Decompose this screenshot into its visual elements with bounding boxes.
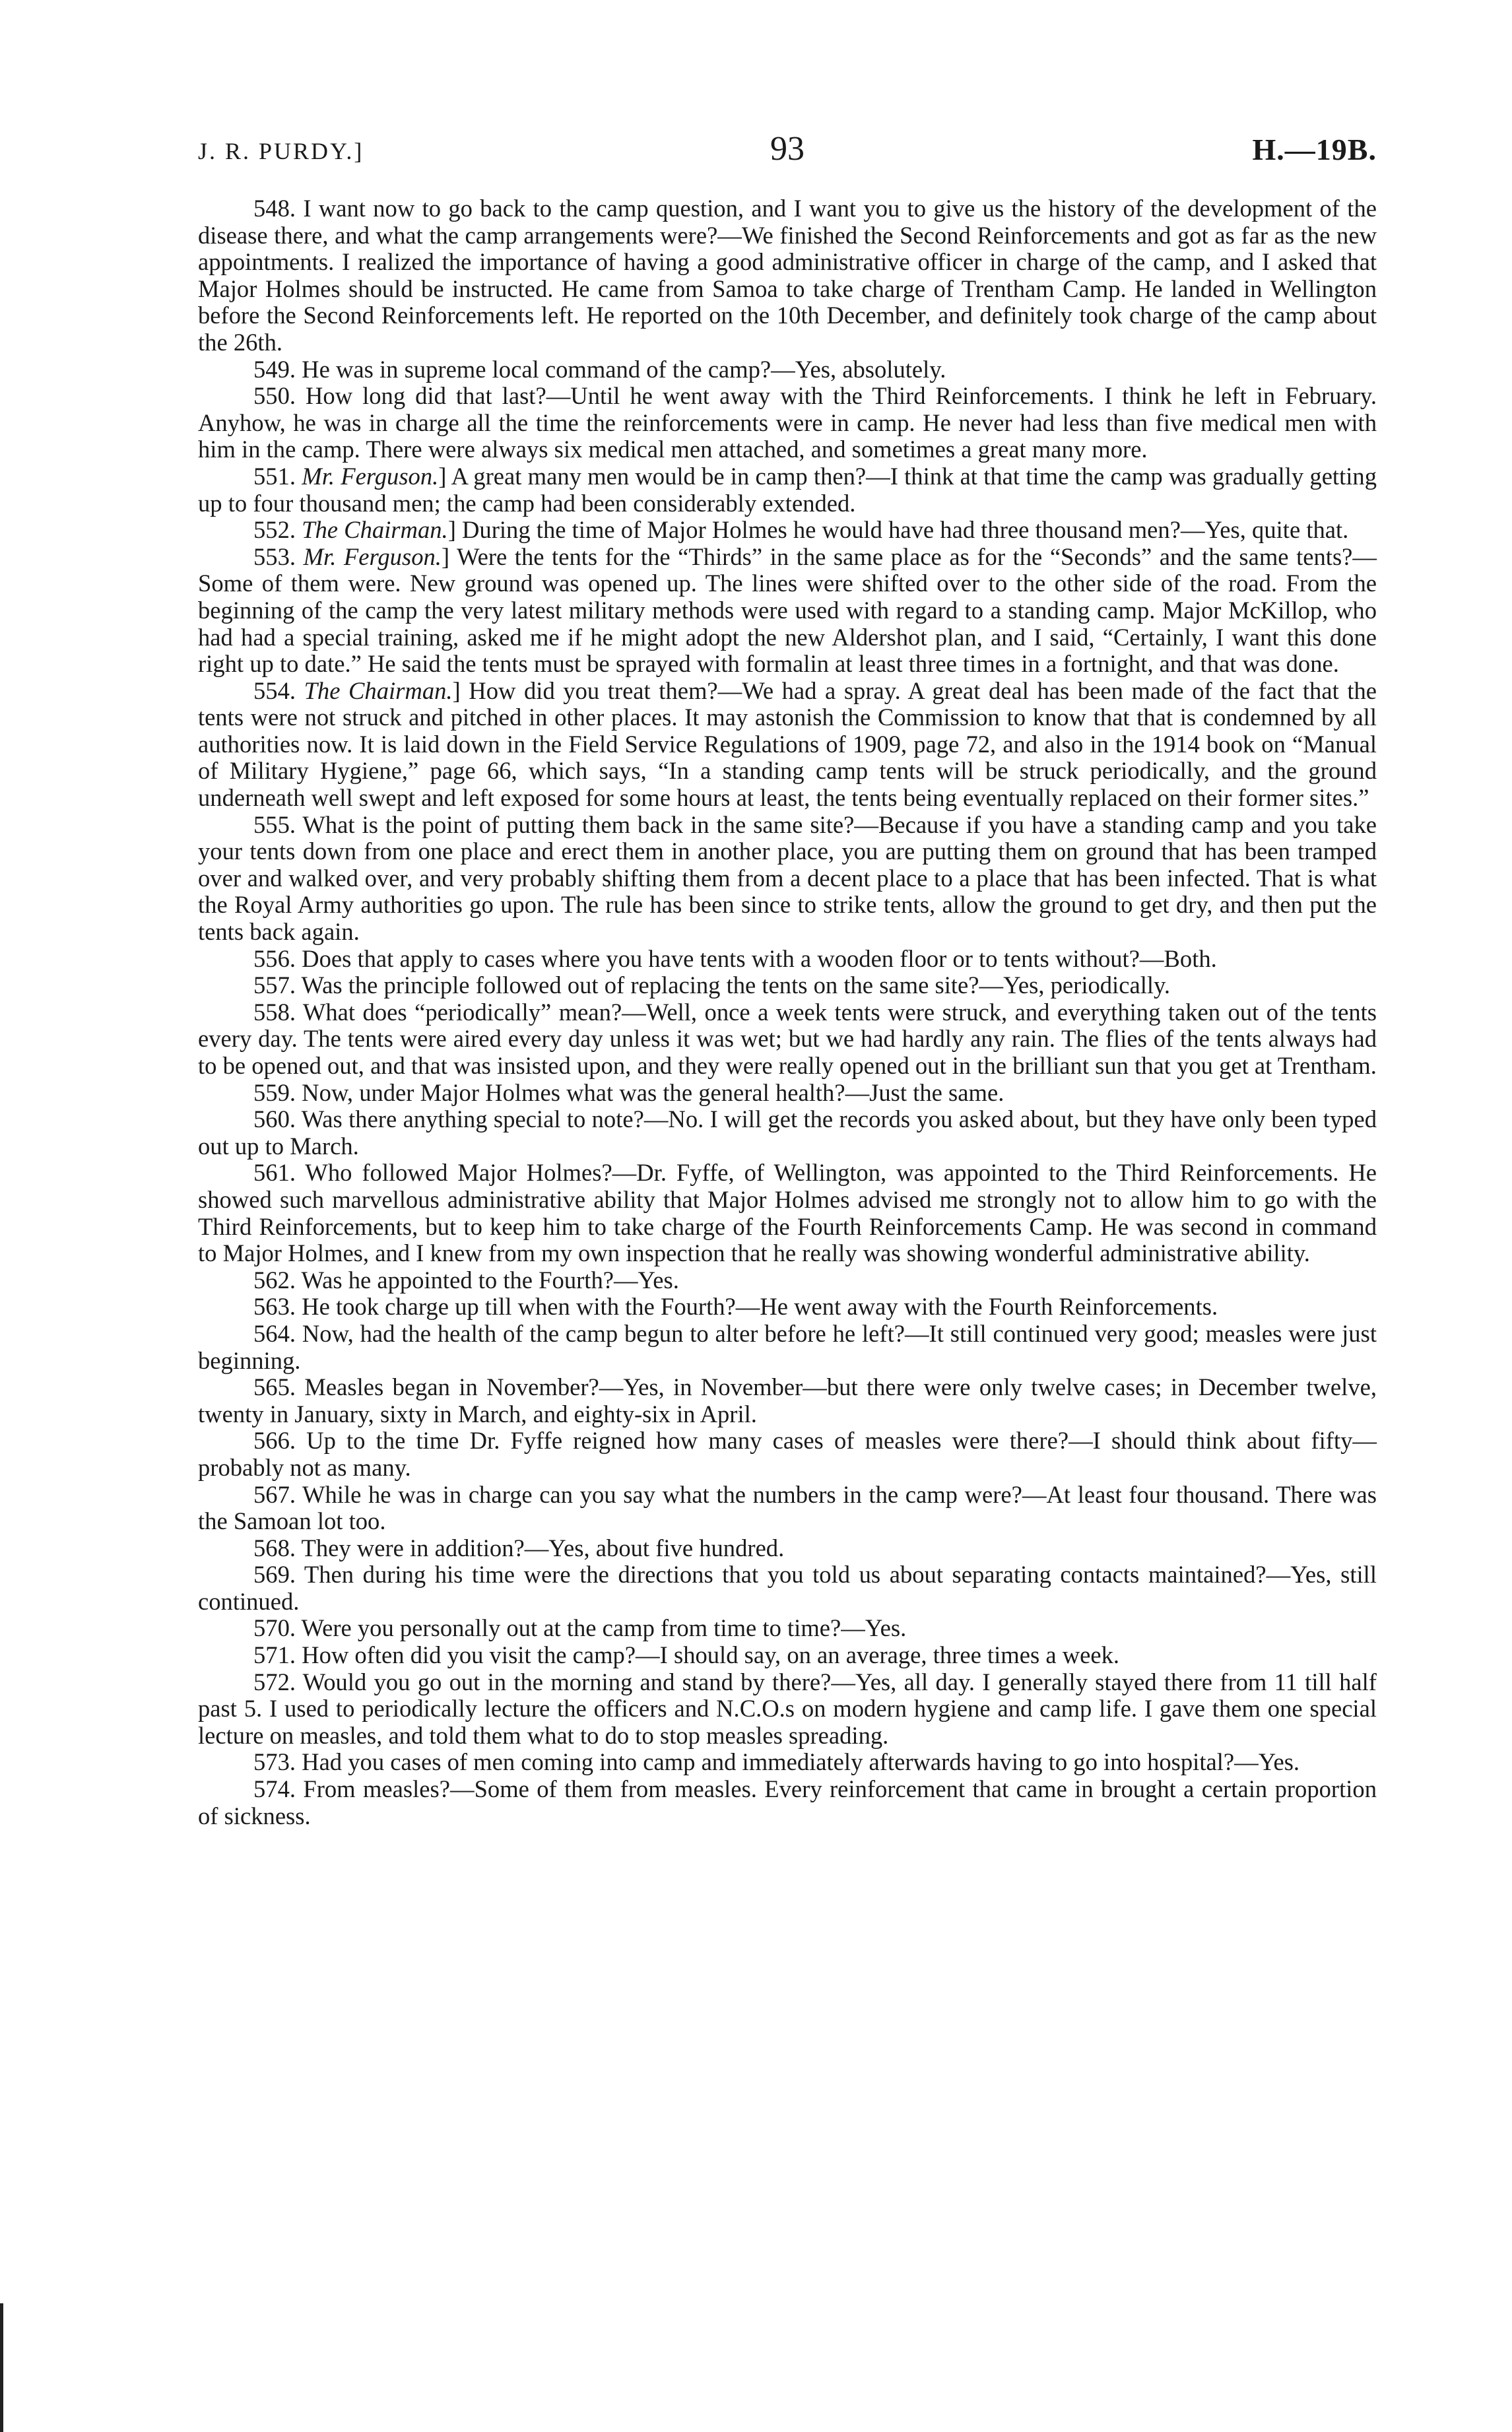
qa-paragraph: 556. Does that apply to cases where you have tents with a wooden floor or to tents without?—Both. [253, 944, 1217, 972]
qa-paragraph: 563. He took charge up till when with the Fourth?—He went away with the Fourth Reinforcements. [253, 1293, 1218, 1321]
qa-paragraph: 573. Had you cases of men coming into camp and immediately afterwards having to go into hospital?—Yes. [253, 1748, 1300, 1776]
qa-paragraph: 564. Now, had the health of the camp begun to alter before he left?—It still continued very good; measles were just beginning. [198, 1319, 1377, 1374]
qa-paragraph: 559. Now, under Major Holmes what was the general health?—Just the same. [253, 1078, 1004, 1106]
qa-paragraph: 554. The Chairman.] How did you treat them?—We had a spray. A great deal has been made of the fact that the tents were not struck and pitched in other places. It may astonish the Commission to know that that is condemned by all authorities now. It is laid down in the Field Service Regulations of 1909, page 72, and also in the 1914 book on “Manual of Military Hygiene,” page 66, which says, “In a standing camp tents will be struck periodically, and the ground underneath well swept and left exposed for some hours at least, the tents being eventually replaced on their former sites.” [198, 676, 1377, 812]
speaker-name: The Chairman. [304, 676, 453, 704]
testimony-body [198, 195, 1377, 1829]
speaker-name: Mr. Ferguson. [303, 542, 442, 570]
qa-paragraph: 549. He was in supreme local command of the camp?—Yes, absolutely. [253, 355, 946, 383]
qa-paragraph: 552. The Chairman.] During the time of Major Holmes he would have had three thousand men?—Yes, quite that. [253, 516, 1349, 544]
qa-paragraph: 570. Were you personally out at the camp from time to time?—Yes. [253, 1614, 907, 1642]
page-header [198, 129, 1377, 176]
speaker-name: The Chairman. [302, 516, 448, 544]
qa-paragraph: 562. Was he appointed to the Fourth?—Yes. [253, 1266, 679, 1294]
qa-paragraph: 553. Mr. Ferguson.] Were the tents for the “Thirds” in the same place as for the “Seconds” and the same tents?—Some of them were. New ground was opened up. The lines were shifted over to the other side of the road. From the beginning of the camp the very latest military methods were used with regard to a standing camp. Major McKillop, who had had a special training, asked me if he might adopt the new Aldershot plan, and I said, “Certainly, I want this done right up to date.” He said the tents must be sprayed with formalin at least three times in a fortnight, and that was done. [198, 542, 1377, 678]
qa-paragraph: 560. Was there anything special to note?—No. I will get the records you asked about, but they have only been typed out up to March. [198, 1105, 1377, 1160]
qa-paragraph: 571. How often did you visit the camp?—I should say, on an average, three times a week. [253, 1641, 1120, 1669]
qa-paragraph: 572. Would you go out in the morning and stand by there?—Yes, all day. I generally stayed there from 11 till half past 5. I used to periodically lecture the officers and N.C.O.s on modern hygiene and camp life. I gave them one special lecture on measles, and told them what to do to stop measles spreading. [198, 1668, 1377, 1749]
qa-paragraph: 558. What does “periodically” mean?—Well, once a week tents were struck, and everything taken out of the tents every day. The tents were aired every day unless it was wet; but we had hardly any rain. The flies of the tents always had to be opened out, and that was insisted upon, and they were really opened out in the brilliant sun that you get at Trentham. [198, 998, 1377, 1079]
qa-paragraph: 574. From measles?—Some of them from measles. Every reinforcement that came in brought a certain proportion of sickness. [198, 1775, 1377, 1829]
qa-paragraph: 565. Measles began in November?—Yes, in November—but there were only twelve cases; in December twelve, twenty in January, sixty in March, and eighty-six in April. [198, 1373, 1377, 1428]
qa-paragraph: 561. Who followed Major Holmes?—Dr. Fyffe, of Wellington, was appointed to the Third Reinforcements. He showed such marvellous administrative ability that Major Holmes advised me strongly not to allow him to go with the Third Reinforcements, but to keep him to take charge of the Fourth Reinforcements Camp. He was second in command to Major Holmes, and I knew from my own inspection that he really was showing wonderful administrative ability. [198, 1159, 1377, 1267]
document-reference: H.—19B. [1252, 133, 1377, 166]
margin-mark [0, 2303, 3, 2432]
qa-paragraph: 555. What is the point of putting them back in the same site?—Because if you have a standing camp and you take your tents down from one place and erect them in another place, you are putting them on ground that has been tramped over and walked over, and very probably shifting them from a decent place to a place that has been infected. That is what the Royal Army authorities go upon. The rule has been since to strike tents, allow the ground to get dry, and then put the tents back again. [198, 810, 1377, 946]
qa-paragraph: 567. While he was in charge can you say what the numbers in the camp were?—At least four thousand. There was the Samoan lot too. [198, 1480, 1377, 1535]
qa-paragraph: 557. Was the principle followed out of replacing the tents on the same site?—Yes, periodically. [253, 971, 1171, 999]
witness-name: J. R. PURDY.] [198, 138, 364, 164]
qa-paragraph: 566. Up to the time Dr. Fyffe reigned how many cases of measles were there?—I should think about fifty—probably not as many. [198, 1427, 1377, 1481]
qa-paragraph: 551. Mr. Ferguson.] A great many men would be in camp then?—I think at that time the camp was gradually getting up to four thousand men; the camp had been considerably extended. [198, 462, 1377, 517]
speaker-name: Mr. Ferguson. [302, 462, 439, 490]
qa-paragraph: 568. They were in addition?—Yes, about five hundred. [253, 1534, 785, 1561]
qa-paragraph: 569. Then during his time were the directions that you told us about separating contacts maintained?—Yes, still continued. [198, 1561, 1377, 1615]
qa-paragraph: 548. I want now to go back to the camp question, and I want you to give us the history of the development of the disease there, and what the camp arrangements were?—We finished the Second Reinforcements and got as far as the new appointments. I realized the importance of having a good administrative officer in charge of the camp, and I asked that Major Holmes should be instructed. He came from Samoa to take charge of Trentham Camp. He landed in Wellington before the Second Reinforcements left. He reported on the 10th December, and definitely took charge of the camp about the 26th. [198, 195, 1377, 356]
page-number: 93 [770, 130, 805, 168]
qa-paragraph: 550. How long did that last?—Until he went away with the Third Reinforcements. I think he left in February. Anyhow, he was in charge all the time the reinforcements were in camp. He never had less than five medical men with him in the camp. There were always six medical men attached, and sometimes a great many more. [198, 382, 1377, 463]
